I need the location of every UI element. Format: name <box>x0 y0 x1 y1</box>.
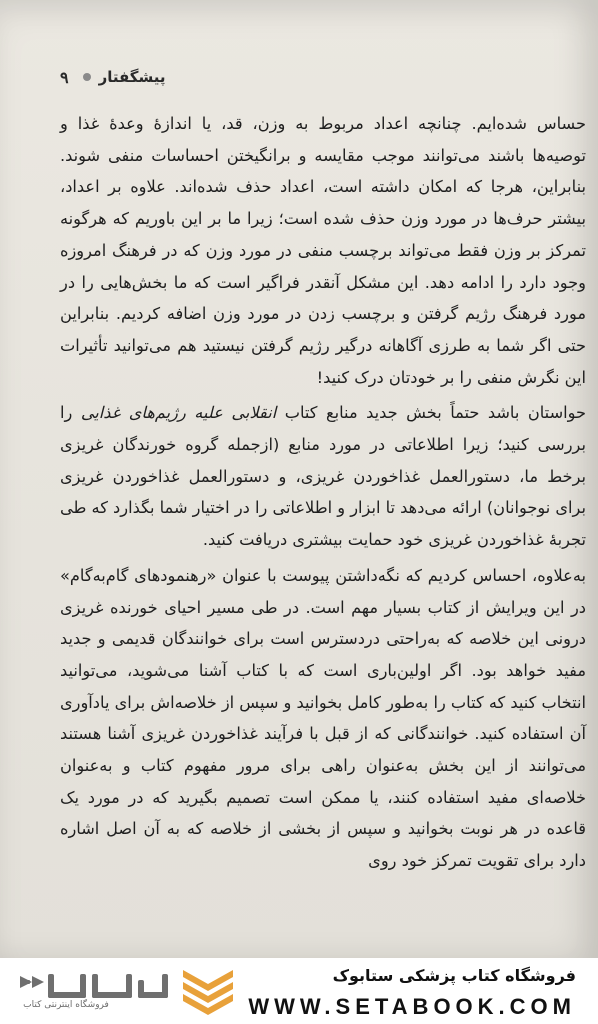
logo-wordmark-shapes <box>20 974 168 998</box>
running-head: پیشگفتار <box>98 68 166 86</box>
logo-chevron-icon <box>183 970 233 1015</box>
logo-tagline: فروشگاه اینترنتی کتاب <box>23 1000 109 1010</box>
paragraph-text: را بررسی کنید؛ زیرا اطلاعاتی در مورد منابع (ازجمله گروه خورندگان غریزی برخط ما، دستورالعمل غذاخوردن غریزی، و دستورالعمل غذاخوردن غریزی برای نوجوانان) ارائه می‌دهد تا ابزار و اطلاعاتی را در اختیار شما بگذارد که طی تجربهٔ غذاخوردن غریزی خود حمایت بیشتری دریافت کنید. <box>60 403 586 550</box>
body-paragraph <box>60 108 586 393</box>
body-paragraph <box>60 560 586 877</box>
setabook-logo-icon[interactable] <box>8 962 233 1020</box>
page-header <box>60 62 560 92</box>
page-body-text <box>60 108 586 877</box>
book-title-italic: انقلابی علیه رژیم‌های غذایی <box>80 403 277 423</box>
body-paragraph <box>60 397 586 556</box>
page-number: ۹ <box>60 67 69 87</box>
paragraph-text: به‌علاوه، احساس کردیم که نگه‌داشتن پیوست با عنوان «رهنمودهای گام‌به‌گام» در این ویرایش از کتاب بسیار مهم است. در طی مسیر احیای خورنده غریزی درونی این خلاصه که به‌راحتی دردسترس است برای خوانندگان قدیمی و جدید مفید خواهد بود. اگر اولین‌باری است که با کتاب آشنا می‌شوید، می‌توانید انتخاب کنید که کتاب را به‌طور کامل بخوانید و سپس از خلاصه‌اش برای یادآوری آن استفاده کنید. خوانندگانی که از قبل با فرآیند غذاخوردن غریزی آشنا هستند می‌توانند از این بخش به‌عنوان راهی برای مرور مفهوم کتاب و به‌عنوان خلاصه‌ای مفید استفاده کنند، یا ممکن است تصمیم بگیرید که در مورد یک قاعده در هر نوبت بخوانید و سپس از بخشی از خلاصه که به آن اصل اشاره دارد برای تقویت تمرکز خود روی <box>60 565 586 871</box>
store-footer <box>0 958 598 1024</box>
store-url-link[interactable]: WWW.SETABOOK.COM <box>248 994 576 1019</box>
paragraph-text: حساس شده‌ایم. چنانچه اعداد مربوط به وزن، قد، یا اندازهٔ وعدهٔ غذا و توصیه‌ها باشند می‌توانند موجب مقایسه و برانگیختن احساسات منفی شوند. بنابراین، هرجا که امکان داشته است، اعداد حذف شده‌اند. علاوه بر اعداد، بیشتر حرف‌ها در مورد وزن حذف شده است؛ زیرا ما بر این باوریم که هرگونه تمرکز بر وزن فقط می‌تواند برچسب منفی در مورد وزن که در فرهنگ امروزه وجود دارد را ادامه دهد. این مشکل آنقدر فراگیر است که ما بخش‌هایی را در مورد فرهنگ رژیم گرفتن و برچسب زدن در مورد وزن اضافه کردیم. بنابراین حتی اگر شما به طرزی آگاهانه درگیر رژیم گرفتن نیستید هم می‌توانید تأثیرات این نگرش منفی را بر خودتان درک کنید! <box>60 114 586 387</box>
store-name: فروشگاه کتاب پزشکی ستابوک <box>332 966 576 985</box>
paragraph-text: حواستان باشد حتماً بخش جدید منابع کتاب <box>276 403 586 423</box>
header-dot <box>83 73 91 81</box>
